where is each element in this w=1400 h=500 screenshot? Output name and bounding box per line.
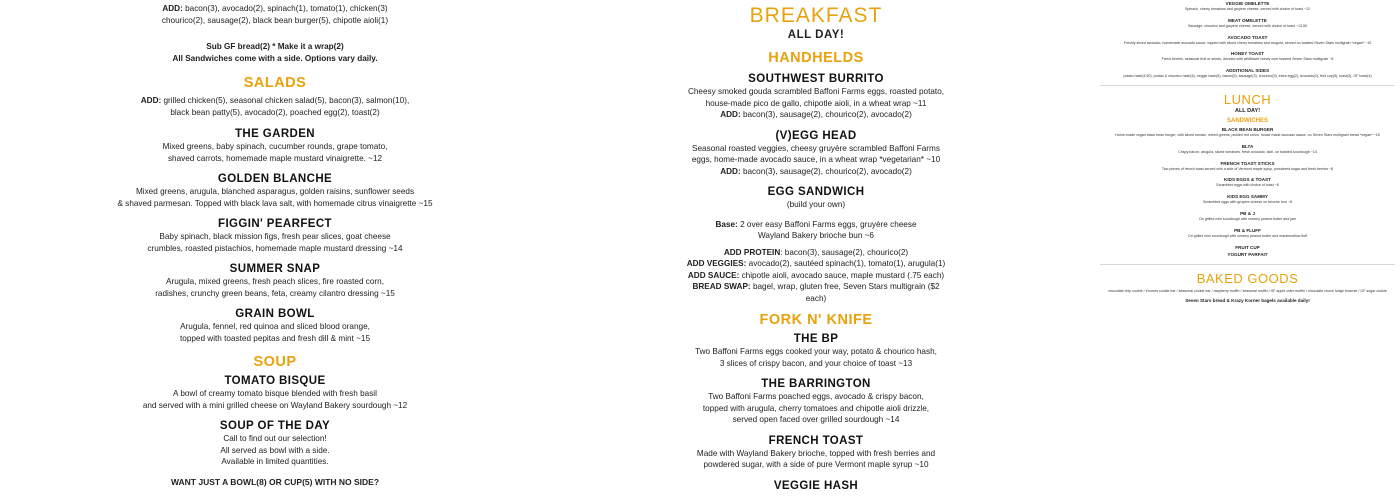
breakfast-title: BREAKFAST (749, 4, 883, 27)
item-name: KIDS EGGS & TOAST (1224, 177, 1271, 183)
item-desc: On grilled mini sourdough with creamy peanut butter and jam (1198, 216, 1297, 221)
item-desc: Fresh berries, seasonal fruit or seeds, drizzled with wildflower honey over toasted Seven Stars multigrain ~8 (1161, 57, 1334, 62)
item-desc: Two Baffoni Farms eggs cooked your way, potato & chourico hash, (695, 347, 937, 356)
item-desc: eggs, home-made avocado sauce, in a wheat wrap *vegetarian* ~10 (691, 155, 941, 164)
item-name: BLTA (1241, 143, 1254, 149)
item-name: PB & FLUFF (1234, 227, 1261, 233)
salad-desc: crumbles, roasted pistachios, homemade maple mustard dressing ~14 (147, 243, 403, 253)
sandwich-sub-note: Sub GF bread(2) * Make it a wrap(2) (206, 42, 344, 51)
item-name: THE BP (793, 333, 839, 345)
item-desc: 3 slices of crispy bacon, and your choice of toast ~13 (719, 358, 913, 368)
baked-goods-title: BAKED GOODS (1196, 270, 1299, 286)
salad-item (110, 172, 440, 209)
soup-name: TOMATO BISQUE (224, 375, 326, 387)
salad-desc: Baby spinach, black mission figs, fresh pear slices, goat cheese (159, 232, 391, 241)
item-name: VEGGIE OMELETTE (1225, 1, 1270, 6)
right-column (1100, 0, 1395, 304)
sandwich-add-line-2: chourico(2), sausage(2), black bean burger(5), chipotle aioli(1) (161, 16, 389, 25)
handheld-item (685, 72, 947, 121)
salad-name: GOLDEN BLANCHE (217, 173, 333, 185)
soup-heading: SOUP (253, 354, 297, 370)
salad-desc: radishes, crunchy green beans, feta, creamy cilantro dressing ~15 (155, 288, 395, 298)
salad-item (110, 262, 440, 299)
item-name: EGG SANDWICH (767, 186, 865, 198)
fork-item (685, 377, 947, 426)
item-name: KIDS EGG SAMMY (1227, 194, 1268, 200)
salad-item (110, 217, 440, 254)
item-desc: Sausage, chourico and gruyère cheese, served with choice of toast ~13.50 (1188, 23, 1307, 28)
egg-sandwich (685, 185, 947, 304)
soup-item (110, 419, 440, 468)
item-desc: Crispy bacon, arugula, sliced tomatoes, fresh avocado, aioli, on toasted sourdough ~14 (1178, 149, 1317, 154)
item-desc: topped with arugula, cherry tomatoes and chipotle aioli drizzle, (702, 403, 930, 413)
item-desc: Home-made vegan black bean burger, with sliced tomato, mixed greens, pickled red onion, house made avocado sauce, on Seven Stars multigrain bread *vegan* ~15 (1115, 132, 1380, 137)
item-desc: Two Baffoni Farms poached eggs, avocado & crispy bacon, (708, 392, 924, 401)
salad-name: FIGGIN' PEARFECT (218, 218, 332, 230)
salad-desc: & shaved parmesan. Topped with black lava salt, with homemade citrus vinaigrette ~15 (117, 198, 433, 208)
sauce-line: ADD SAUCE: chipotle aioli, avocado sauce, maple mustard (.75 each) (687, 270, 945, 280)
swap-line: BREAD SWAP: bagel, wrap, gluten free, Seven Stars multigrain ($2 each) (692, 282, 940, 303)
salad-name: GRAIN BOWL (235, 308, 315, 320)
item-name: FRENCH TOAST STICKS (1220, 160, 1275, 166)
sandwich-side-note: All Sandwiches come with a side. Options vary daily. (172, 54, 378, 63)
item-add: ADD: bacon(3), sausage(2), chourico(2), avocado(2) (720, 110, 912, 119)
divider (1100, 85, 1395, 86)
fork-item (685, 332, 947, 369)
item-name: (V)EGG HEAD (775, 129, 857, 142)
salads-add-line-1: ADD: grilled chicken(5), seasonal chicken salad(5), bacon(3), salmon(10), (140, 96, 410, 105)
salads-add-line-2: black bean patty(5), avocado(2), poached egg(2), toast(2) (170, 108, 380, 117)
base-line: Base: 2 over easy Baffoni Farms eggs, gruyère cheese (715, 219, 917, 229)
baked-goods-note: Seven Stars bread & Krazy Korner bagels available daily! (1185, 298, 1310, 304)
item-name: FRUIT CUP (1235, 244, 1260, 250)
item-add: ADD: bacon(3), sausage(2), chourico(2), avocado(2) (720, 166, 912, 176)
soup-desc: Call to find out our selection! (223, 434, 327, 443)
soup-desc: All served as bowl with a side. (220, 445, 330, 455)
lunch-section (1100, 92, 1395, 258)
soup-name: SOUP OF THE DAY (219, 420, 331, 432)
fork-n-knife-heading: FORK N' KNIFE (759, 312, 873, 328)
item-desc: potato hash(4.50), potato & chourico hash(6), veggie hash(6), bacon(5), sausage(3), chourico(5), extra egg(2), avocado(2), fruit cup(5), toast(3), GF toast(4) (1123, 74, 1372, 79)
item-name: THE BARRINGTON (761, 378, 871, 390)
protein-line: ADD PROTEIN: bacon(3), sausage(2), chourico(2) (723, 247, 909, 257)
item-desc: Spinach, cherry tomatoes and gruyère cheese, served with choice of toast ~12 (1185, 7, 1310, 11)
soup-size-note: WANT JUST A BOWL(8) OR CUP(5) WITH NO SIDE? (170, 476, 380, 487)
breakfast-subtitle: ALL DAY! (787, 29, 845, 41)
baked-goods-desc: chocolate chip cookie / s'mores cookie bar / seasonal cookie bar / raspberry muffin / seasonal muffin / GF apple cider muffin / chocolate chunk fudge brownie / GF sugar cookie (1108, 288, 1387, 293)
item-name: HONEY TOAST (1230, 51, 1264, 57)
sandwich-add-line-1: ADD: bacon(3), avocado(2), spinach(1), tomato(1), chicken(3) (162, 4, 388, 13)
item-name: MEAT OMELETTE (1228, 17, 1267, 23)
item-desc: Scrambled eggs with gruyère cheese on brioche bun ~8 (1203, 200, 1292, 205)
sandwiches-heading: SANDWICHES (1226, 117, 1268, 124)
salad-desc: Mixed greens, baby spinach, cucumber rounds, grape tomato, (162, 142, 388, 151)
veggies-line: ADD VEGGIES: avocado(2), sautéed spinach(1), tomato(1), arugula(1) (686, 259, 946, 268)
item-desc: Two pieces of french toast served with a side of Vermont maple syrup, powdered sugar and fresh berries ~8 (1161, 166, 1334, 171)
item-name: AVOCADO TOAST (1227, 34, 1268, 40)
salad-item (110, 127, 440, 164)
item-desc: Cheesy smoked gouda scrambled Baffoni Farms eggs, roasted potato, (687, 87, 945, 96)
handheld-item (685, 129, 947, 178)
salad-name: SUMMER SNAP (229, 263, 321, 275)
item-desc: On grilled mini sourdough with creamy peanut butter and marshmallow fluff (1187, 233, 1308, 238)
breakfast-extras (1100, 1, 1395, 79)
soup-item (110, 374, 440, 411)
item-desc: Seasonal roasted veggies, cheesy gruyère scrambled Baffoni Farms (692, 143, 940, 153)
salad-item (110, 307, 440, 344)
salad-desc: Mixed greens, arugula, blanched asparagus, golden raisins, sunflower seeds (135, 187, 415, 196)
item-desc: house-made pico de gallo, chipotle aioli, in a wheat wrap ~11 (705, 98, 927, 108)
item-sub: (build your own) (786, 200, 846, 209)
item-name: BLACK BEAN BURGER (1221, 126, 1274, 132)
salads-heading: SALADS (243, 75, 307, 91)
item-desc: Freshly sliced avocado, homemade avocado sauce, topped with sliced cherry tomatoes and arugula, served on toasted Seven Stars multigrain *vegan* ~10 (1123, 40, 1372, 45)
left-column (110, 0, 440, 488)
lunch-subtitle: ALL DAY! (1234, 107, 1261, 114)
item-name: FRENCH TOAST (768, 434, 864, 447)
divider (1100, 264, 1395, 265)
item-name: SOUTHWEST BURRITO (748, 73, 884, 85)
handhelds-heading: HANDHELDS (768, 50, 864, 66)
item-name: PB & J (1240, 210, 1255, 216)
middle-column (685, 0, 947, 493)
item-desc: Scrambled eggs with choice of toast ~8 (1216, 183, 1279, 188)
baked-goods-section (1100, 271, 1395, 305)
salad-desc: topped with toasted pepitas and fresh dill & mint ~15 (179, 333, 371, 343)
item-name: ADDITIONAL SIDES (1225, 68, 1270, 74)
item-desc: served open faced over grilled sourdough ~14 (732, 415, 900, 424)
base-line: Wayland Bakery brioche bun ~6 (758, 231, 874, 240)
salad-desc: shaved carrots, homemade maple mustard vinaigrette. ~12 (167, 153, 383, 163)
salad-desc: Arugula, mixed greens, fresh peach slices, fire roasted corn, (166, 277, 384, 286)
salad-desc: Arugula, fennel, red quinoa and sliced blood orange, (180, 322, 370, 331)
item-name: YOGURT PARFAIT (1227, 251, 1268, 257)
soup-desc: and served with a mini grilled cheese on Wayland Bakery sourdough ~12 (142, 400, 408, 410)
item-desc: Made with Wayland Bakery brioche, topped with fresh berries and (696, 448, 936, 458)
lunch-title: LUNCH (1223, 91, 1272, 107)
fork-item (685, 434, 947, 471)
item-desc: powdered sugar, with a side of pure Vermont maple syrup ~10 (703, 460, 929, 469)
soup-desc: A bowl of creamy tomato bisque blended with fresh basil (173, 389, 377, 398)
item-name: VEGGIE HASH (773, 479, 859, 492)
soup-desc: Available in limited quantities. (221, 457, 329, 466)
salad-name: THE GARDEN (234, 128, 316, 140)
